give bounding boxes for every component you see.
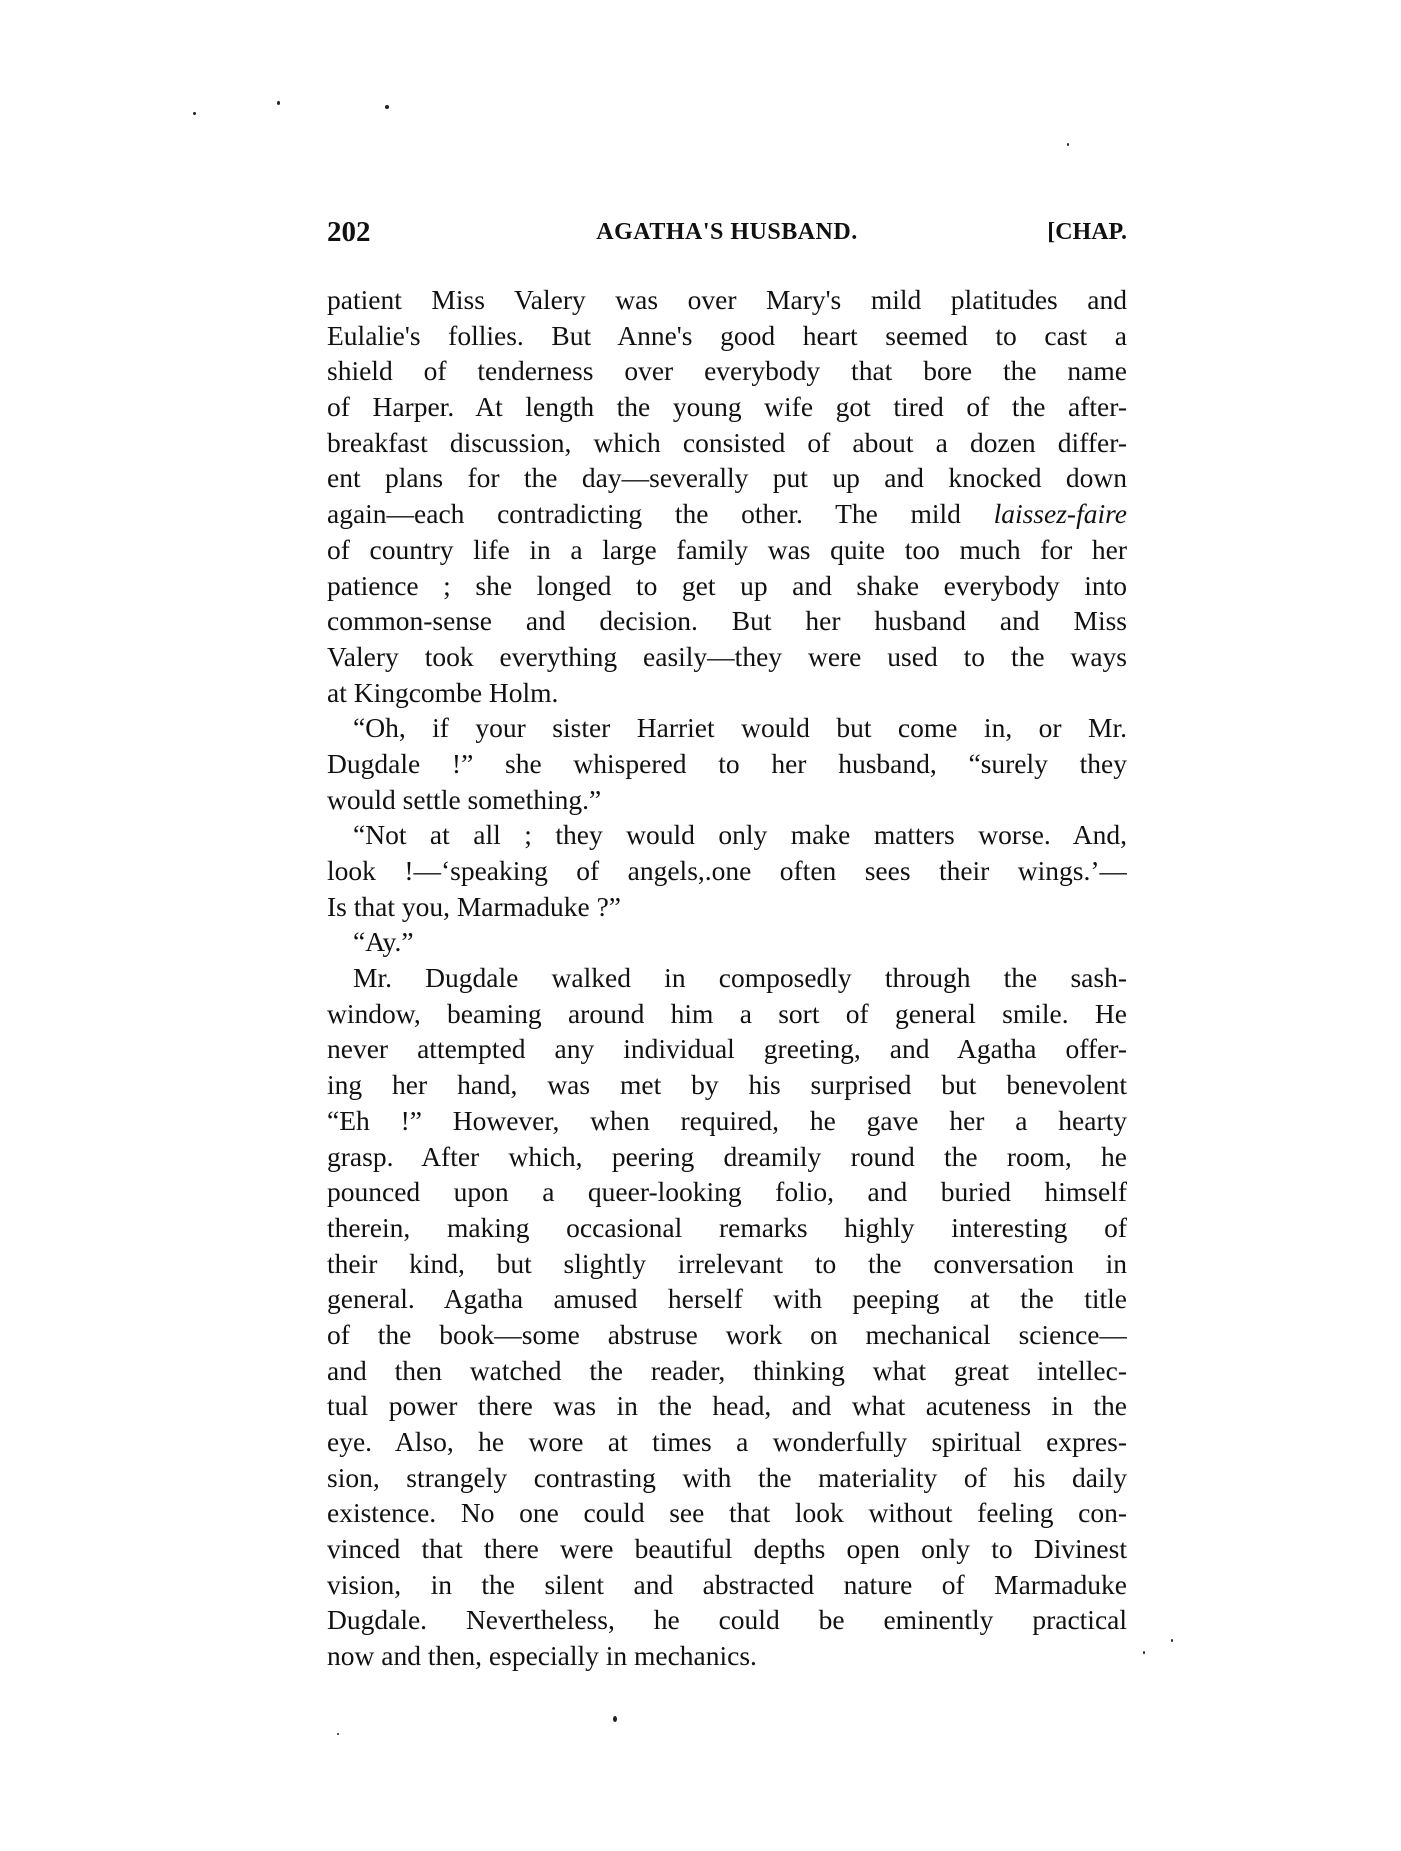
- text-line: “Eh !” However, when required, he gave her a hearty: [327, 1104, 1127, 1136]
- running-title: AGATHA'S HUSBAND.: [596, 219, 858, 245]
- text-line: Is that you, Marmaduke ?”: [327, 890, 622, 922]
- scan-speck: [277, 101, 280, 105]
- page-number: 202: [327, 216, 371, 248]
- running-header: [327, 212, 1127, 252]
- text-line: Valery took everything easily—they were used to the ways: [327, 640, 1127, 672]
- text-line: at Kingcombe Holm.: [327, 676, 559, 708]
- text-line: now and then, especially in mechanics.: [327, 1640, 757, 1672]
- text-line: “Not at all ; they would only make matters worse. And,: [353, 819, 1127, 851]
- text-line: patience ; she longed to get up and shake everybody into: [327, 569, 1127, 601]
- text-line: common-sense and decision. But her husband and Miss: [327, 605, 1127, 637]
- chapter-marker: [CHAP.: [1047, 219, 1127, 245]
- text-line: and then watched the reader, thinking what great intellec-: [327, 1354, 1127, 1386]
- text-line: of country life in a large family was quite too much for her: [327, 533, 1127, 565]
- text-line: Dugdale. Nevertheless, he could be eminently practical: [327, 1604, 1127, 1636]
- text-line: patient Miss Valery was over Mary's mild platitudes and: [327, 284, 1127, 315]
- text-line: of Harper. At length the young wife got tired of the after-: [327, 391, 1127, 423]
- scan-speck: [1067, 143, 1069, 146]
- scan-speck: [1143, 1651, 1145, 1654]
- text-line: ing her hand, was met by his surprised but benevolent: [327, 1069, 1127, 1101]
- italic-phrase: laissez-faire: [993, 498, 1127, 530]
- text-line: breakfast discussion, which consisted of about a dozen differ-: [327, 426, 1127, 458]
- text-line: eye. Also, he wore at times a wonderfully spiritual expres-: [327, 1426, 1127, 1457]
- text-line: of the book—some abstruse work on mechanical science—: [327, 1318, 1127, 1350]
- text-line: [327, 496, 1127, 532]
- scan-speck: [613, 1716, 617, 1722]
- text-line: window, beaming around him a sort of general smile. He: [327, 997, 1127, 1029]
- text-line: pounced upon a queer-looking folio, and buried himself: [327, 1176, 1127, 1208]
- scan-speck: [193, 112, 196, 115]
- text-line: ent plans for the day—severally put up and knocked down: [327, 462, 1127, 494]
- body-text: [327, 282, 1127, 1674]
- text-line: sion, strangely contrasting with the materiality of his daily: [327, 1461, 1127, 1493]
- text-line: look !—‘speaking of angels,.one often sees their wings.’—: [327, 855, 1127, 886]
- text-segment: again—each contradicting the other. The mild: [327, 498, 994, 530]
- text-line: Mr. Dugdale walked in composedly through the sash-: [353, 962, 1127, 994]
- text-line: therein, making occasional remarks highly interesting of: [327, 1211, 1127, 1243]
- scan-speck: [1171, 1639, 1173, 1642]
- text-line: grasp. After which, peering dreamily round the room, he: [327, 1140, 1127, 1172]
- text-line: “Oh, if your sister Harriet would but come in, or Mr.: [353, 712, 1127, 744]
- text-line: Dugdale !” she whispered to her husband, “surely they: [327, 747, 1127, 779]
- text-line: shield of tenderness over everybody that bore the name: [327, 355, 1127, 387]
- text-line: never attempted any individual greeting, and Agatha offer-: [327, 1033, 1127, 1065]
- scan-speck: [385, 105, 389, 109]
- text-line: would settle something.”: [327, 783, 602, 815]
- text-line: vinced that there were beautiful depths open only to Divinest: [327, 1533, 1127, 1565]
- text-line: vision, in the silent and abstracted nature of Marmaduke: [327, 1568, 1127, 1600]
- text-line: Eulalie's follies. But Anne's good heart seemed to cast a: [327, 319, 1127, 351]
- text-line: their kind, but slightly irrelevant to the conversation in: [327, 1247, 1127, 1279]
- text-line: “Ay.”: [353, 926, 414, 958]
- scan-speck: [337, 1733, 339, 1735]
- text-line: general. Agatha amused herself with peeping at the title: [327, 1283, 1127, 1315]
- text-line: existence. No one could see that look without feeling con-: [327, 1497, 1127, 1529]
- text-line: tual power there was in the head, and what acuteness in the: [327, 1390, 1127, 1422]
